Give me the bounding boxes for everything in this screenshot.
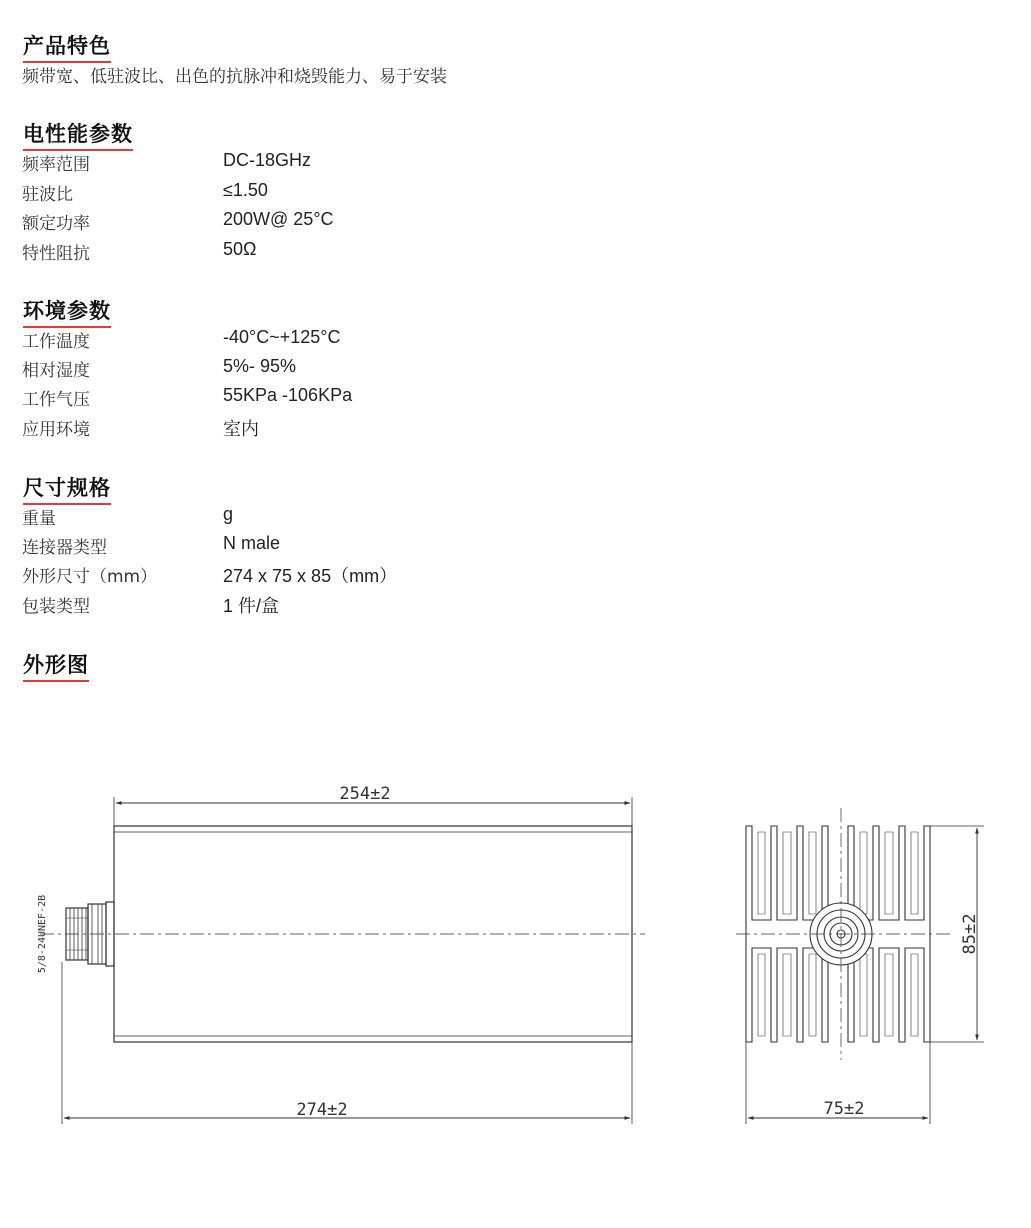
section-title-electrical: 电性能参数 <box>23 118 133 148</box>
spec-value: N male <box>223 533 281 553</box>
spec-value: 200W@ 25°C <box>223 209 334 229</box>
features-text: 频带宽、低驻波比、出色的抗脉冲和烧毁能力、易于安装 <box>22 67 447 87</box>
spec-value: DC-18GHz <box>223 150 312 170</box>
fin-inner-lines <box>758 954 918 1036</box>
spec-label: 额定功率 <box>22 214 90 234</box>
section-title-dimensions: 尺寸规格 <box>23 472 111 502</box>
thread-spec: 5/8-24UNEF-2B <box>37 894 48 974</box>
spec-value: 274 x 75 x 85（mm） <box>223 566 398 586</box>
dim-width: 75±2 <box>823 1099 865 1119</box>
spec-label: 应用环境 <box>22 420 90 440</box>
spec-value: 1 件/盒 <box>223 596 280 616</box>
spec-value: 55KPa -106KPa <box>223 385 353 405</box>
spec-label: 工作温度 <box>22 332 90 352</box>
spec-label: 频率范围 <box>22 155 90 175</box>
spec-label: 驻波比 <box>22 185 73 205</box>
spec-label: 工作气压 <box>22 390 90 410</box>
spec-value: 室内 <box>223 419 259 439</box>
spec-value: ≤1.50 <box>223 180 268 200</box>
spec-label: 重量 <box>22 509 56 529</box>
spec-label: 外形尺寸（mm） <box>22 567 158 587</box>
spec-label: 特性阻抗 <box>22 244 90 264</box>
spec-label: 连接器类型 <box>22 538 107 558</box>
spec-value: 5%- 95% <box>223 356 297 376</box>
side-view <box>40 797 645 1124</box>
dim-height: 85±2 <box>960 913 980 955</box>
end-view <box>736 808 984 1124</box>
spec-label: 包装类型 <box>22 597 90 617</box>
section-title-outline: 外形图 <box>23 649 89 679</box>
spec-label: 相对湿度 <box>22 361 90 381</box>
section-title-features: 产品特色 <box>23 30 111 60</box>
dim-total-length: 274±2 <box>296 1100 348 1120</box>
spec-value: 50Ω <box>223 239 257 259</box>
section-title-environment: 环境参数 <box>23 295 111 325</box>
spec-value: g <box>223 504 234 524</box>
spec-value: -40°C~+125°C <box>223 327 341 347</box>
dim-body-length: 254±2 <box>339 784 391 804</box>
fin-inner-lines <box>758 832 918 914</box>
